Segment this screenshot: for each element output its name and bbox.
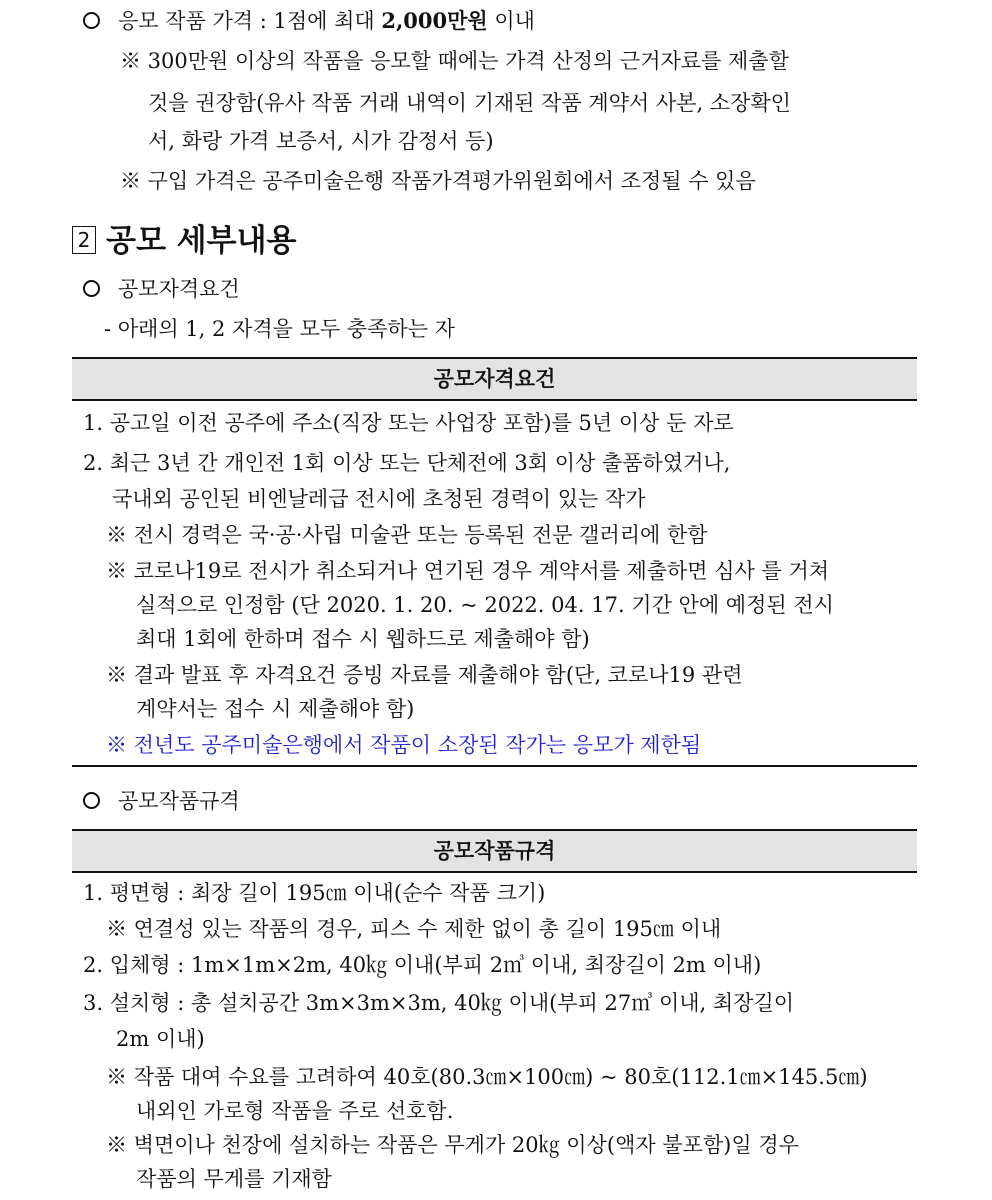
price-tail: 이내 [494, 9, 535, 33]
eligibility-note: 계약서는 접수 시 제출해야 함) [136, 697, 415, 721]
price-note1-line3: 서, 화랑 가격 보증서, 시가 감정서 등) [148, 129, 494, 153]
spec-table-header: 공모작품규격 [72, 829, 917, 873]
spec-note: 내외인 가로형 작품을 주로 선호함. [136, 1099, 454, 1123]
spec-note: ※ 벽면이나 천장에 설치하는 작품은 무게가 20㎏ 이상(액자 불포함)일 경우 [106, 1133, 799, 1157]
eligibility-note: 실적으로 인정함 (단 2020. 1. 20. ~ 2022. 04. 17. 기간 안에 예정된 전시 [136, 593, 834, 617]
price-note2: ※ 구입 가격은 공주미술은행 작품가격평가위원회에서 조정될 수 있음 [120, 169, 756, 193]
circle-bullet-icon [83, 792, 100, 809]
section-number: 2 [72, 226, 96, 254]
price-note1-line1: ※ 300만원 이상의 작품을 응모할 때에는 가격 산정의 근거자료를 제출할 [120, 49, 789, 73]
eligibility-line: 2. 최근 3년 간 개인전 1회 이상 또는 단체전에 3회 이상 출품하였거나, [83, 451, 731, 475]
table-bottom-rule [72, 765, 917, 767]
eligibility-note: 최대 1회에 한하며 접수 시 웹하드로 제출해야 함) [136, 627, 590, 651]
spec-note: ※ 작품 대여 수요를 고려하여 40호(80.3㎝×100㎝) ~ 80호(112.1㎝×145.5㎝) [106, 1065, 868, 1089]
spec-note: ※ 연결성 있는 작품의 경우, 피스 수 제한 없이 총 길이 195㎝ 이내 [106, 917, 722, 941]
spec-line: 1. 평면형 : 최장 길이 195㎝ 이내(순수 작품 크기) [83, 881, 546, 905]
spec-line: 2. 입체형 : 1m×1m×2m, 40㎏ 이내(부피 2㎥ 이내, 최장길이 2m 이내) [83, 953, 762, 977]
circle-bullet-icon [83, 12, 100, 29]
price-amount: 2,000만원 [381, 8, 488, 33]
price-note1-line2: 것을 권장함(유사 작품 거래 내역이 기재된 작품 계약서 사본, 소장확인 [148, 91, 791, 115]
circle-bullet-icon [83, 280, 100, 297]
section-title: 공모 세부내용 [106, 223, 297, 259]
spec-note: 작품의 무게를 기재함 [136, 1167, 332, 1191]
bullet-spec [83, 786, 240, 816]
eligibility-note: ※ 코로나19로 전시가 취소되거나 연기된 경우 계약서를 제출하면 심사 를 거쳐 [106, 559, 830, 583]
eligibility-table-header: 공모자격요건 [72, 357, 917, 401]
bullet-eligibility-sub: - 아래의 1, 2 자격을 모두 충족하는 자 [104, 317, 455, 341]
eligibility-note: ※ 전시 경력은 국·공·사립 미술관 또는 등록된 전문 갤러리에 한함 [106, 523, 708, 547]
bullet-spec-label: 공모작품규격 [118, 789, 240, 813]
spec-line: 2m 이내) [116, 1027, 205, 1051]
spec-line: 3. 설치형 : 총 설치공간 3m×3m×3m, 40㎏ 이내(부피 27㎥ 이내, 최장길이 [83, 991, 795, 1015]
eligibility-restriction-note: ※ 전년도 공주미술은행에서 작품이 소장된 작가는 응모가 제한됨 [106, 733, 702, 757]
section-heading [72, 222, 296, 260]
eligibility-note: ※ 결과 발표 후 자격요건 증빙 자료를 제출해야 함(단, 코로나19 관련 [106, 663, 743, 687]
bullet-eligibility-label: 공모자격요건 [118, 277, 240, 301]
price-label: 응모 작품 가격 : 1점에 최대 [118, 9, 375, 33]
price-line [83, 6, 535, 36]
bullet-eligibility [83, 274, 240, 304]
eligibility-line: 국내외 공인된 비엔날레급 전시에 초청된 경력이 있는 작가 [112, 487, 646, 511]
eligibility-line: 1. 공고일 이전 공주에 주소(직장 또는 사업장 포함)를 5년 이상 둔 자로 [83, 411, 734, 435]
